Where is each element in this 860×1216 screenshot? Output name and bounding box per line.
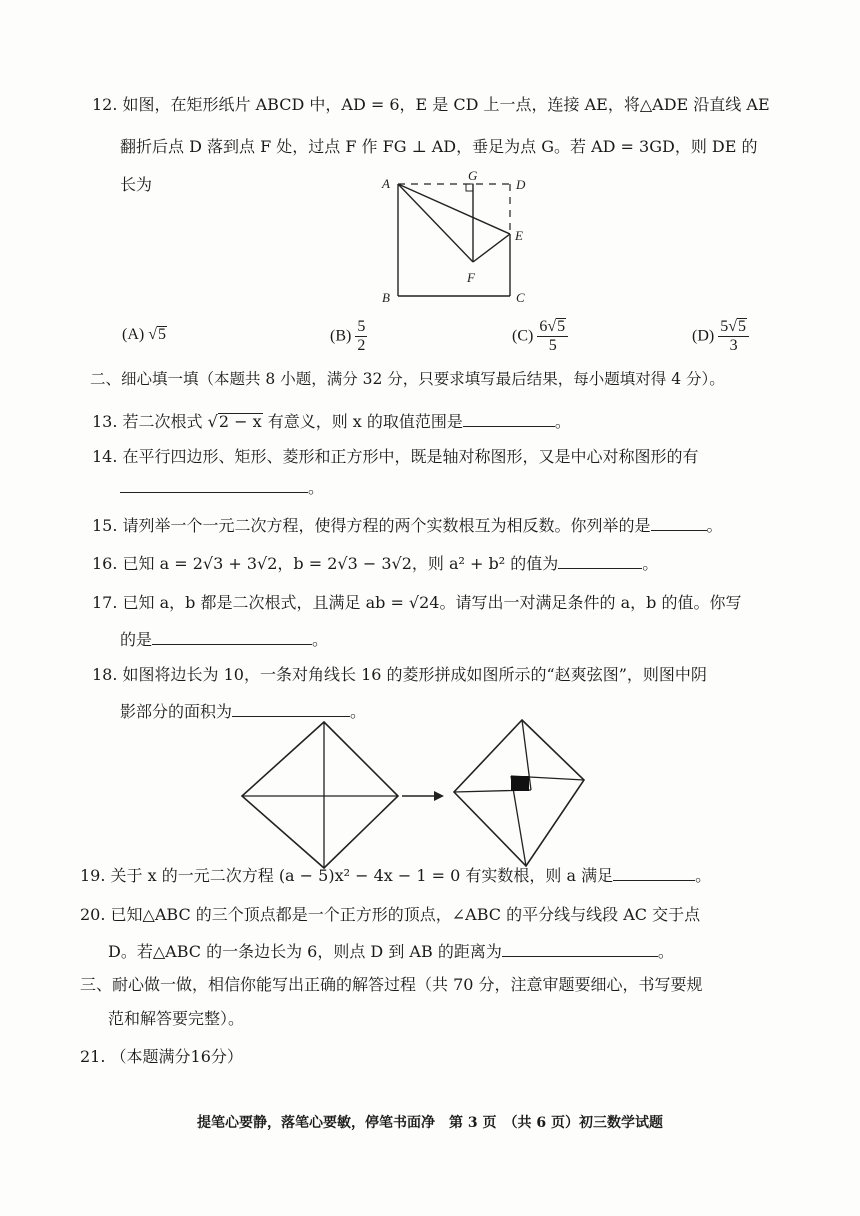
q14-line1: 14. 在平行四边形、矩形、菱形和正方形中，既是轴对称图形，又是中心对称图形的有 [92, 447, 699, 466]
option-a-label: (A) [122, 326, 145, 343]
section3-line1: 三、耐心做一做，相信你能写出正确的解答过程（共 70 分，注意审题要细心，书写要规 [80, 975, 703, 994]
q20-line1: 20. 已知△ABC 的三个顶点都是一个正方形的顶点，∠ABC 的平分线与线段 AC 交于点 [80, 905, 701, 924]
q20-end: 。 [657, 942, 674, 961]
option-d-label: (D) [692, 327, 715, 345]
q13-radicand: 2 − x [218, 412, 262, 431]
q13-answer-blank[interactable] [463, 410, 555, 427]
label-f: F [467, 270, 475, 285]
q13-end: 。 [554, 412, 571, 431]
label-c: C [516, 290, 525, 305]
q12-option-c: (C) $\frac{6√5}{5}$ [512, 318, 568, 355]
q17-end: 。 [312, 630, 329, 649]
q12-option-a [122, 326, 167, 344]
q12-line3: 长为 [120, 175, 153, 194]
q13: 13. 若二次根式 √2 − x 有意义，则 x 的取值范围是 。 [92, 412, 571, 431]
q12-line1: 12. 如图，在矩形纸片 ABCD 中，AD = 6，E 是 CD 上一点，连接 AE，将△ADE 沿直线 AE [92, 95, 770, 114]
q18-line1: 18. 如图将边长为 10，一条对角线长 16 的菱形拼成如图所示的“赵爽弦图”，则图中阴 [92, 665, 707, 684]
q15-end: 。 [706, 516, 723, 535]
left-rhombus [242, 722, 398, 868]
q21-heading: 21. （本题满分16分） [80, 1047, 243, 1066]
option-b-denominator: 2 [357, 337, 366, 354]
label-b: B [382, 290, 390, 305]
q19 [80, 864, 711, 887]
q17-line2-text: 的是 [120, 630, 153, 649]
q20-line2-text: D。若△ABC 的一条边长为 6，则点 D 到 AB 的距离为 [108, 942, 502, 961]
page-footer: 提笔心要静，落笔心要敏，停笔书面净 第 3 页 （共 6 页）初三数学试题 [197, 1115, 663, 1131]
q12-option-d: (D) $\frac{5√5}{3}$ [692, 318, 749, 355]
q19-end: 。 [695, 866, 712, 885]
q18-answer-blank[interactable] [232, 700, 350, 717]
line-ae [398, 184, 510, 234]
q17-line1: 17. 已知 a，b 都是二次根式，且满足 ab = √24。请写出一对满足条件的 a，b 的值。你写 [92, 593, 742, 612]
option-d-radicand: 5 [738, 318, 746, 335]
q18-line2-text: 影部分的面积为 [120, 702, 233, 721]
q14-end: 。 [308, 478, 325, 497]
q15-answer-blank[interactable] [651, 514, 707, 531]
option-c-label: (C) [512, 327, 534, 345]
q12-rectangle-figure [370, 168, 540, 313]
q14-answer-blank[interactable] [120, 476, 308, 493]
option-c-denominator: 5 [548, 337, 557, 354]
option-b-numerator: 5 [357, 318, 366, 335]
q17-line2 [120, 628, 328, 651]
q18-end: 。 [350, 702, 367, 721]
option-d-denominator: 3 [729, 337, 738, 354]
shaded-center-square [511, 776, 529, 791]
q13-pre: 13. 若二次根式 [92, 412, 208, 431]
arrow-head [434, 791, 444, 801]
option-a-sqrt: √ [148, 326, 157, 343]
option-b-label: (B) [330, 327, 352, 345]
q15-text: 15. 请列举一个一元二次方程，使得方程的两个实数根互为相反数。你列举的是 [92, 516, 651, 535]
option-a-radicand: 5 [158, 326, 166, 343]
q14-line2 [120, 476, 324, 499]
section3-line2: 范和解答要完整）。 [108, 1009, 245, 1028]
label-d: D [516, 177, 526, 192]
right-angle-mark [466, 184, 473, 191]
line-af [398, 184, 473, 262]
right-square [454, 720, 584, 866]
q12-option-b [330, 318, 367, 355]
q16-end: 。 [642, 554, 659, 573]
q20-answer-blank[interactable] [502, 940, 658, 957]
label-g: G [468, 168, 478, 183]
q18-rhombus-figure [236, 716, 596, 872]
q16-answer-blank[interactable] [558, 552, 642, 569]
q15 [92, 514, 723, 537]
q16 [92, 552, 658, 575]
label-e: E [515, 228, 523, 243]
q19-text: 19. 关于 x 的一元二次方程 (a − 5)x² − 4x − 1 = 0 有实数根，则 a 满足 [80, 866, 614, 885]
option-c-coef: 6 [539, 318, 548, 335]
q20-line2 [108, 940, 674, 963]
q12-line2: 翻折后点 D 落到点 F 处，过点 F 作 FG ⊥ AD，垂足为点 G。若 AD = 3GD，则 DE 的 [120, 137, 758, 156]
label-a: A [382, 176, 390, 191]
q17-answer-blank[interactable] [152, 628, 312, 645]
line-fe [473, 234, 510, 262]
q19-answer-blank[interactable] [613, 864, 695, 881]
option-d-coef: 5 [720, 318, 729, 335]
q13-post: 有意义，则 x 的取值范围是 [262, 412, 463, 431]
option-c-radicand: 5 [557, 318, 566, 335]
section2-heading: 二、细心填一填（本题共 8 小题，满分 32 分，只要求填写最后结果，每小题填对得 4 分）。 [90, 370, 725, 388]
q16-text: 16. 已知 a = 2√3 + 3√2，b = 2√3 − 3√2，则 a² + b² 的值为 [92, 554, 559, 573]
